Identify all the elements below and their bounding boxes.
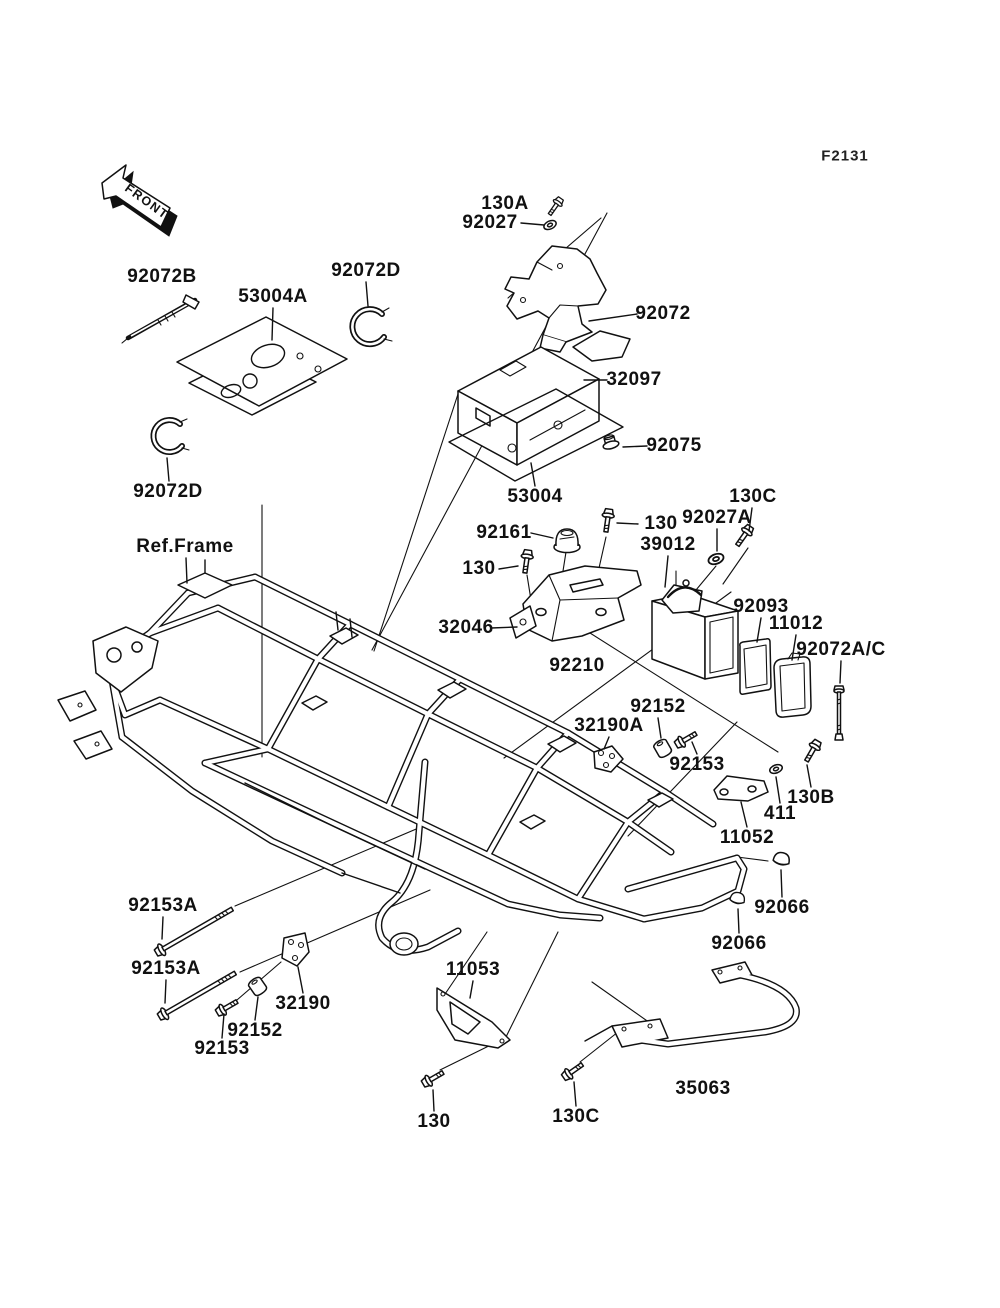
part-label: 32190A [574,715,644,736]
part-92161 [554,529,580,553]
part-label: 92072B [127,266,197,287]
part-92072d-top [352,308,392,344]
part-label: 92072D [331,260,401,281]
bolt-130-right [600,508,615,532]
part-11012 [774,653,811,717]
part-label: 35063 [675,1078,731,1099]
part-32190 [282,933,309,966]
nut-92075 [601,433,620,450]
part-label: 130B [787,787,835,808]
part-label: 92210 [549,655,605,676]
part-label: 92075 [646,435,702,456]
bolt-130b [801,738,823,764]
bolt-130-left [519,549,534,573]
part-label: 411 [763,803,797,824]
part-label: 92093 [733,596,789,617]
bolt-92153-bottom [214,996,240,1018]
part-label: 92072 [635,303,691,324]
bolt-130a [546,196,566,218]
part-label: 130C [729,486,777,507]
part-label: 92072A/C [796,639,886,660]
part-label: 92066 [754,897,810,918]
part-92072b [122,295,199,343]
bolt-92153a-1 [153,903,236,958]
part-label: 92152 [227,1020,283,1041]
part-label: 32190 [275,993,331,1014]
part-label: 32046 [438,617,494,638]
part-label: 92153A [131,958,201,979]
part-label: 11053 [445,959,501,980]
damper-92152-bottom [247,976,268,998]
part-label: 130 [644,513,678,534]
part-label: 130A [481,193,529,214]
part-32046 [510,566,641,641]
part-label: 53004A [238,286,308,307]
part-53004a [177,317,347,415]
part-label: 92027A [682,507,752,528]
part-label: 130 [417,1111,451,1132]
bolt-92153-right [673,728,699,750]
part-label: 92153A [128,895,198,916]
cap-92066-a [773,851,791,866]
part-label: 92152 [630,696,686,717]
part-label: 92072D [133,481,203,502]
front-arrow-icon [102,165,177,236]
part-92072 [505,246,630,361]
part-label: 11052 [719,827,775,848]
part-92072ac [834,686,844,740]
part-32190a [594,746,623,772]
figure-code: F2131 [821,147,869,165]
part-11053 [437,988,510,1048]
part-label: 130 [462,558,496,579]
part-label: 130C [552,1106,600,1127]
part-label: 92161 [476,522,532,543]
part-92072d-bottom [153,419,189,452]
part-label: 39012 [640,534,696,555]
bolt-130-bottom [420,1067,446,1089]
damper-92152-right [652,738,672,759]
part-92093 [740,639,771,694]
part-label: 32097 [606,369,662,390]
washer-92027a [707,552,725,566]
part-label: 11012 [768,613,824,634]
part-label: 53004 [507,486,563,507]
front-arrow-text-slot: FRONT [122,181,172,223]
bolt-130c-bottom [560,1059,586,1082]
ref-frame-label: Ref.Frame [136,536,234,557]
bolt-130c-top [732,523,755,549]
part-label: 92153 [669,754,725,775]
washer-411 [769,763,784,775]
frame-drawing [112,577,744,950]
part-label: 92027 [462,212,518,233]
part-32097 [458,347,599,465]
part-35063 [585,962,796,1047]
part-label: 92153 [194,1038,250,1059]
part-label: 92066 [711,933,767,954]
